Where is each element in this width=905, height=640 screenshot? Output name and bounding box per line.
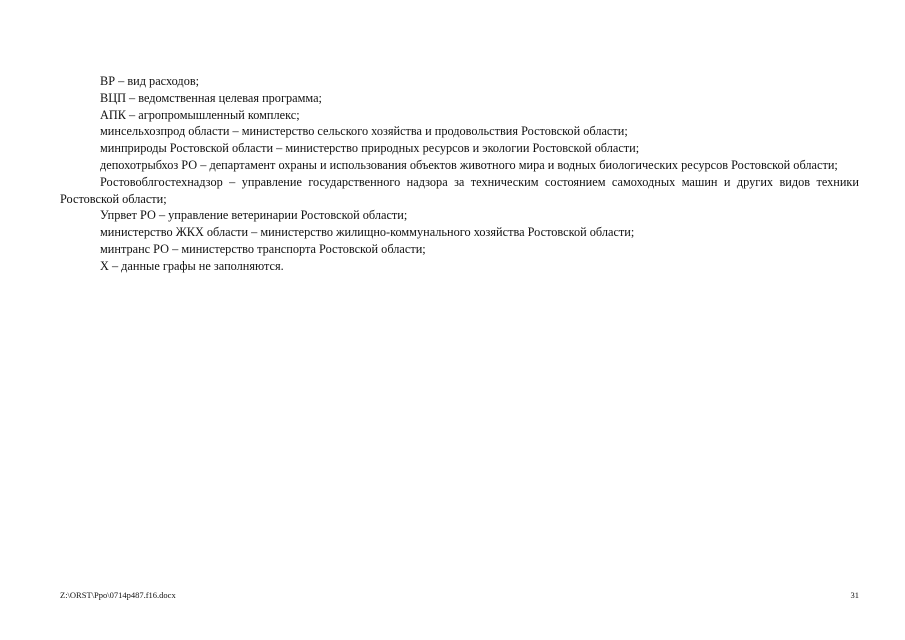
abbreviation-vr: ВР – вид расходов; (100, 74, 200, 88)
abbreviation-mintrans: минтранс РО – министерство транспорта Ростовской области; (100, 241, 426, 256)
abbreviation-minprirody: минприроды Ростовской области – министерство природных ресурсов и экологии Ростовской области; (100, 141, 640, 156)
abbreviation-depokhotrybkhoz: депохотрыбхоз РО – департамент охраны и использования объектов животного мира и водных биологических ресурсов Ростовской области; (100, 157, 838, 172)
page-number: 31 (850, 590, 859, 600)
abbreviation-apk: АПК – агропромышленный комплекс; (100, 107, 300, 122)
abbreviation-x: Х – данные графы не заполняются. (100, 258, 284, 273)
file-path: Z:\ORST\Ppo\0714p487.f16.docx (60, 590, 176, 600)
abbreviations-list (60, 73, 859, 275)
page-footer (60, 590, 859, 600)
abbreviation-vcp: ВЦП – ведомственная целевая программа; (100, 90, 322, 105)
abbreviation-ministry-zhkkh: министерство ЖКХ области – министерство жилищно-коммунального хозяйства Ростовской области; (100, 225, 635, 240)
abbreviation-rostovoblgostekhnadzor: Ростовоблгостехнадзор – управление государственного надзора за техническим состоянием самоходных машин и других видов техники Ростовской области; (60, 174, 859, 206)
abbreviation-minselkhozprod: минсельхозпрод области – министерство сельского хозяйства и продовольствия Ростовской области; (100, 124, 628, 139)
abbreviation-uprvet: Упрвет РО – управление ветеринарии Ростовской области; (100, 208, 408, 223)
